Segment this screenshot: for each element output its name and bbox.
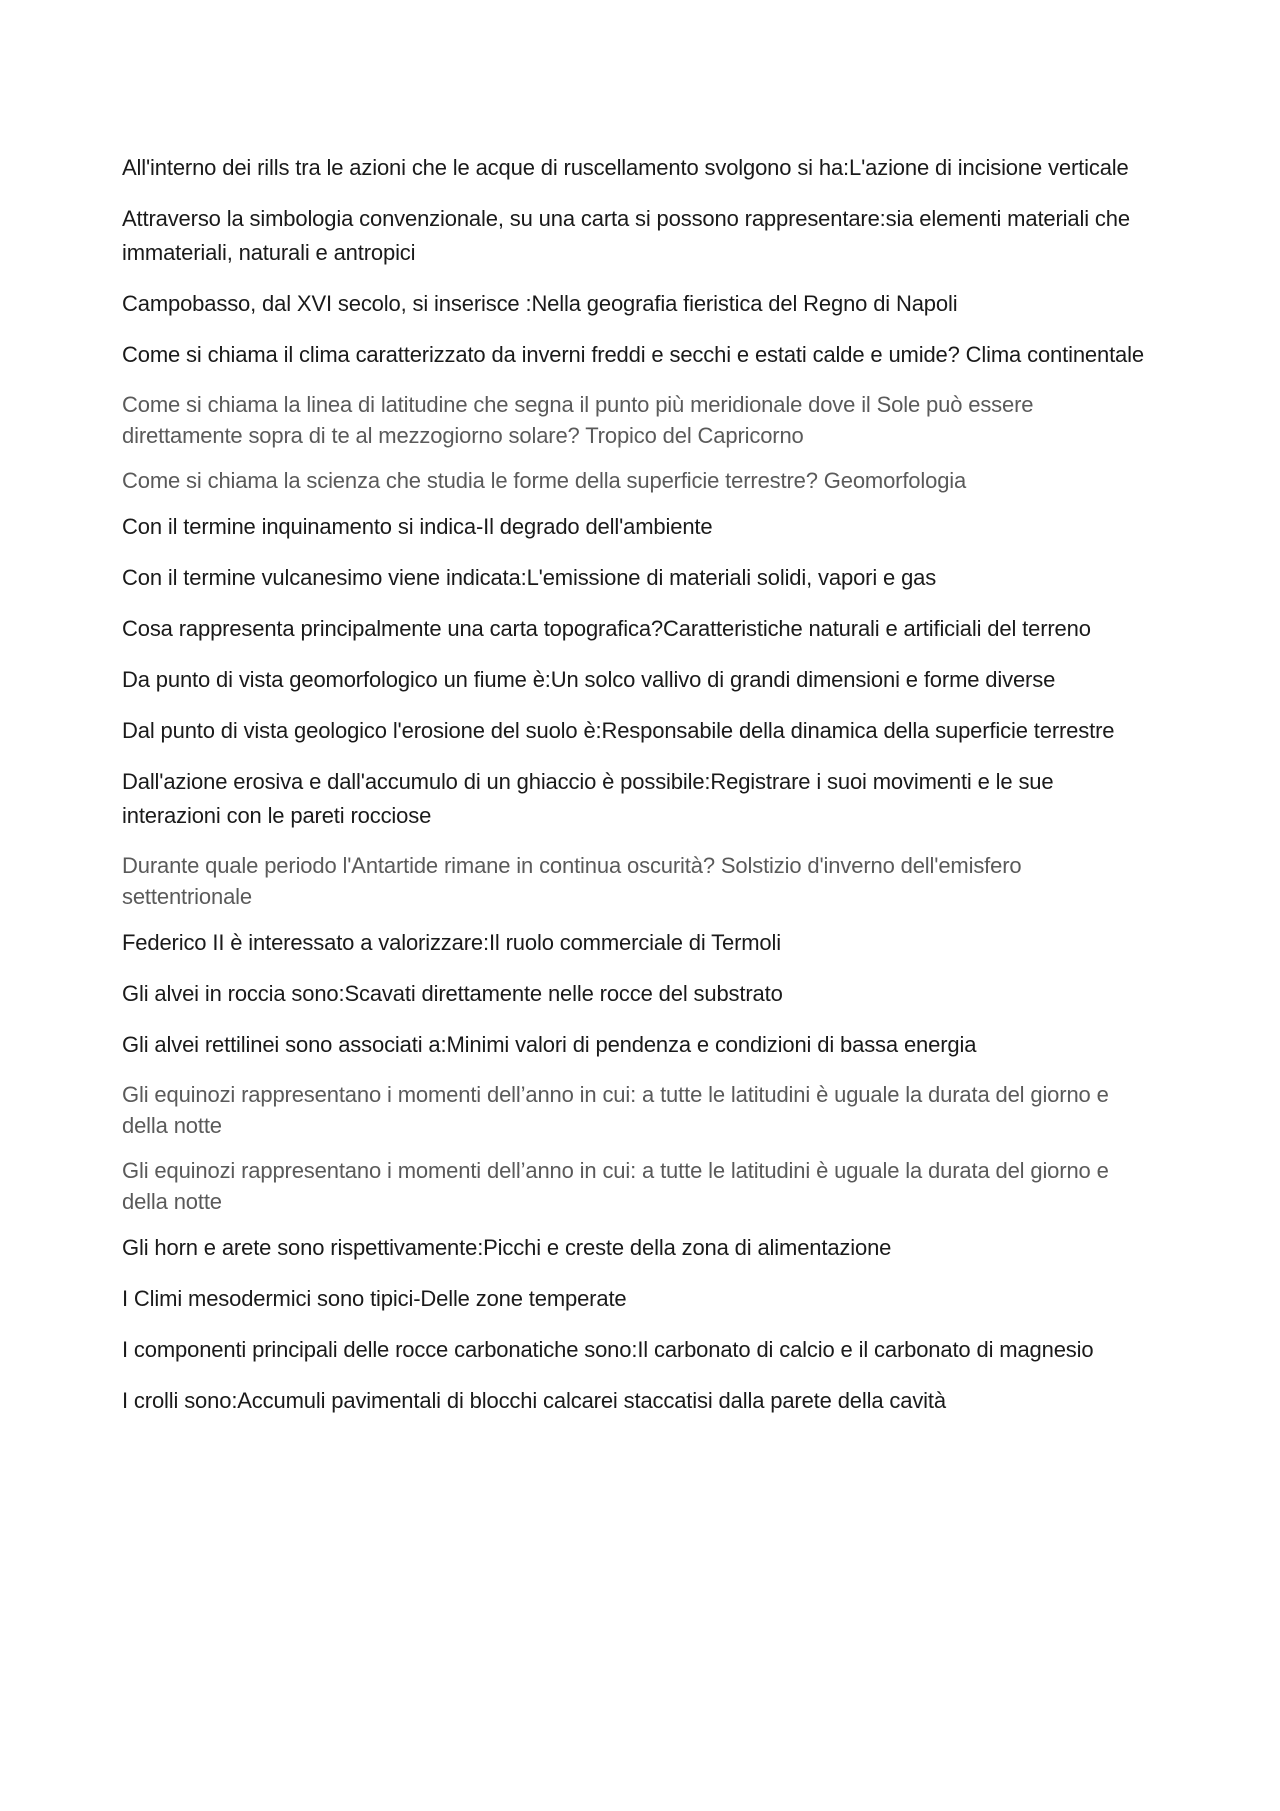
paragraph-16: Gli alvei rettilinei sono associati a:Minimi valori di pendenza e condizioni di bassa energia: [122, 1032, 977, 1057]
paragraph-5: Come si chiama la linea di latitudine che segna il punto più meridionale dove il Sole può essere direttamente sopra di te al mezzogiorno solare? Tropico del Capricorno: [122, 392, 1034, 448]
paragraph-3: Campobasso, dal XVI secolo, si inserisce :Nella geografia fieristica del Regno di Napoli: [122, 291, 958, 316]
paragraph-2: Attraverso la simbologia convenzionale, su una carta si possono rappresentare:sia elementi materiali che immateriali, naturali e antropici: [122, 206, 1130, 265]
paragraph-9: Cosa rappresenta principalmente una carta topografica?Caratteristiche naturali e artificiali del terreno: [122, 616, 1091, 641]
paragraph-22: I crolli sono:Accumuli pavimentali di blocchi calcarei staccatisi dalla parete della cavità: [122, 1388, 946, 1413]
paragraph-19: Gli horn e arete sono rispettivamente:Picchi e creste della zona di alimentazione: [122, 1235, 892, 1260]
paragraph-13: Durante quale periodo l'Antartide rimane in continua oscurità? Solstizio d'inverno dell'emisfero settentrionale: [122, 853, 1022, 909]
paragraph-17: Gli equinozi rappresentano i momenti dell’anno in cui: a tutte le latitudini è uguale la durata del giorno e della notte: [122, 1082, 1109, 1138]
paragraph-15: Gli alvei in roccia sono:Scavati direttamente nelle rocce del substrato: [122, 981, 783, 1006]
paragraph-18: Gli equinozi rappresentano i momenti dell’anno in cui: a tutte le latitudini è uguale la durata del giorno e della notte: [122, 1158, 1109, 1214]
paragraph-4: Come si chiama il clima caratterizzato da inverni freddi e secchi e estati calde e umide? Clima continentale: [122, 342, 1144, 367]
paragraph-21: I componenti principali delle rocce carbonatiche sono:Il carbonato di calcio e il carbonato di magnesio: [122, 1337, 1094, 1362]
paragraph-11: Dal punto di vista geologico l'erosione del suolo è:Responsabile della dinamica della superficie terrestre: [122, 718, 1115, 743]
paragraph-20: I Climi mesodermici sono tipici-Delle zone temperate: [122, 1286, 627, 1311]
document-body: [122, 151, 1147, 1435]
paragraph-7: Con il termine inquinamento si indica-Il degrado dell'ambiente: [122, 514, 713, 539]
paragraph-14: Federico II è interessato a valorizzare:Il ruolo commerciale di Termoli: [122, 930, 781, 955]
paragraph-6: Come si chiama la scienza che studia le forme della superficie terrestre? Geomorfologia: [122, 468, 967, 493]
paragraph-8: Con il termine vulcanesimo viene indicata:L'emissione di materiali solidi, vapori e gas: [122, 565, 937, 590]
paragraph-10: Da punto di vista geomorfologico un fiume è:Un solco vallivo di grandi dimensioni e forme diverse: [122, 667, 1056, 692]
paragraph-12: Dall'azione erosiva e dall'accumulo di un ghiaccio è possibile:Registrare i suoi movimenti e le sue interazioni con le pareti rocciose: [122, 769, 1054, 828]
paragraph-1: All'interno dei rills tra le azioni che le acque di ruscellamento svolgono si ha:L'azione di incisione verticale: [122, 155, 1129, 180]
